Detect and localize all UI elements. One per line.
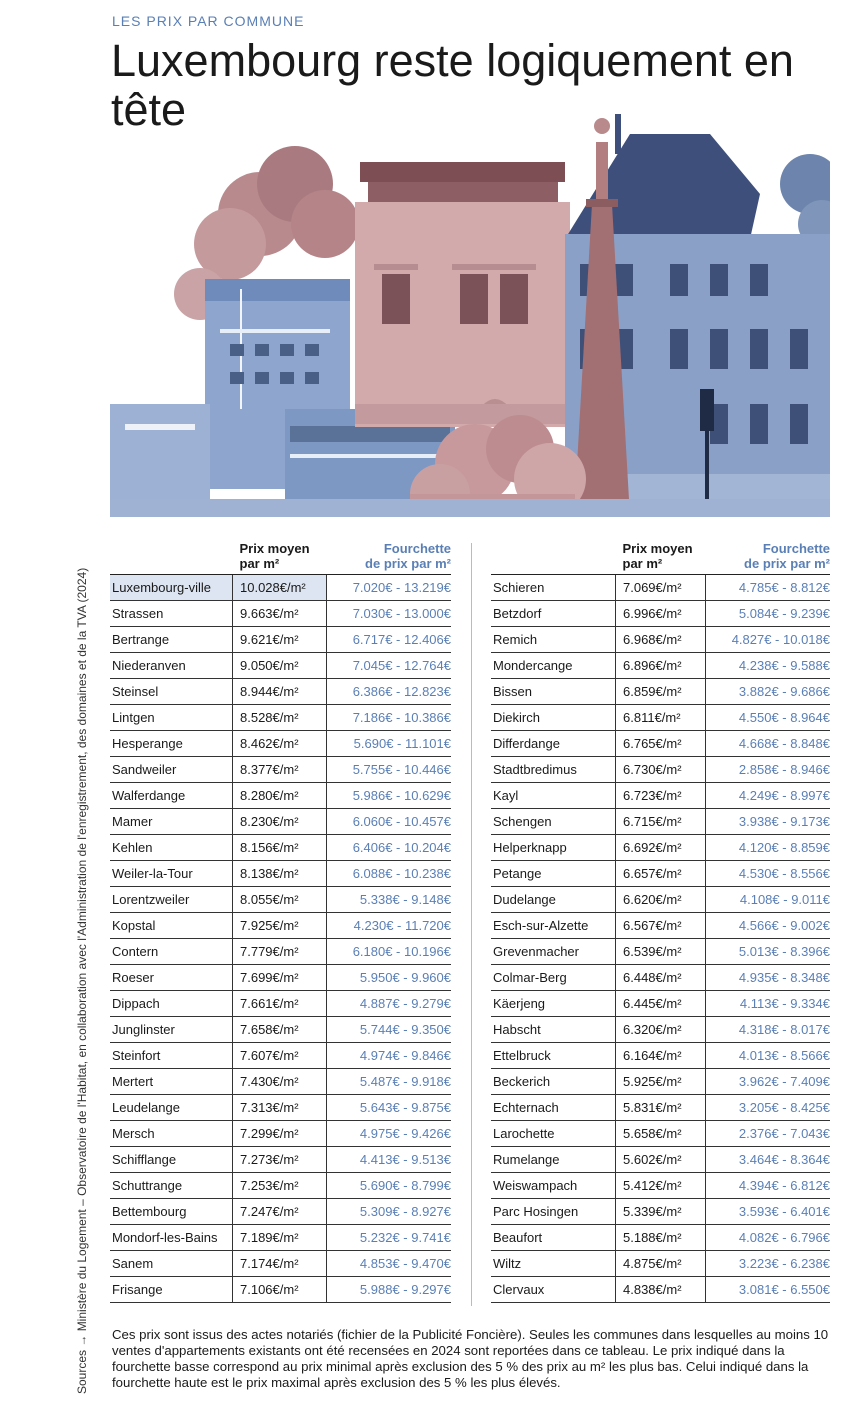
- price-range-cell: 4.113€ - 9.334€: [706, 991, 831, 1017]
- price-range-cell: 6.060€ - 10.457€: [327, 809, 452, 835]
- avg-price-cell: 8.230€/m²: [233, 809, 327, 835]
- avg-price-cell: 4.838€/m²: [616, 1277, 706, 1303]
- price-range-cell: 5.690€ - 11.101€: [327, 731, 452, 757]
- price-range-cell: 5.013€ - 8.396€: [706, 939, 831, 965]
- table-header-row: [110, 541, 451, 575]
- avg-price-cell: 9.621€/m²: [233, 627, 327, 653]
- commune-cell: Wiltz: [491, 1251, 616, 1277]
- table-row: [491, 835, 830, 861]
- price-range-cell: 7.045€ - 12.764€: [327, 653, 452, 679]
- avg-price-cell: 9.663€/m²: [233, 601, 327, 627]
- table-row: [491, 1069, 830, 1095]
- avg-price-cell: 7.607€/m²: [233, 1043, 327, 1069]
- header-price-range: [706, 541, 831, 575]
- commune-cell: Niederanven: [110, 653, 233, 679]
- price-range-cell: 2.858€ - 8.946€: [706, 757, 831, 783]
- commune-cell: Grevenmacher: [491, 939, 616, 965]
- table-row: [491, 1225, 830, 1251]
- header-range-line1: Fourchette: [383, 541, 451, 556]
- table-row: [491, 1251, 830, 1277]
- table-row: [491, 1173, 830, 1199]
- table-row: [110, 835, 451, 861]
- table-row: [110, 887, 451, 913]
- price-range-cell: 7.020€ - 13.219€: [327, 575, 452, 601]
- avg-price-cell: 5.339€/m²: [616, 1199, 706, 1225]
- commune-cell: Remich: [491, 627, 616, 653]
- table-row: [491, 1095, 830, 1121]
- price-range-cell: 4.975€ - 9.426€: [327, 1121, 452, 1147]
- price-range-cell: 4.318€ - 8.017€: [706, 1017, 831, 1043]
- price-range-cell: 4.887€ - 9.279€: [327, 991, 452, 1017]
- price-range-cell: 7.186€ - 10.386€: [327, 705, 452, 731]
- table-row: [110, 731, 451, 757]
- commune-cell: Käerjeng: [491, 991, 616, 1017]
- price-range-cell: 5.643€ - 9.875€: [327, 1095, 452, 1121]
- commune-cell: Clervaux: [491, 1277, 616, 1303]
- table-row: [110, 1147, 451, 1173]
- price-range-cell: 4.413€ - 9.513€: [327, 1147, 452, 1173]
- avg-price-cell: 5.925€/m²: [616, 1069, 706, 1095]
- avg-price-cell: 5.831€/m²: [616, 1095, 706, 1121]
- commune-cell: Frisange: [110, 1277, 233, 1303]
- header-avg-line2: par m²: [239, 556, 280, 571]
- commune-cell: Bissen: [491, 679, 616, 705]
- section-kicker: LES PRIX PAR COMMUNE: [112, 13, 305, 29]
- price-range-cell: 5.988€ - 9.297€: [327, 1277, 452, 1303]
- page-title: Luxembourg reste logiquement en tête: [111, 35, 794, 135]
- avg-price-cell: 7.779€/m²: [233, 939, 327, 965]
- avg-price-cell: 6.692€/m²: [616, 835, 706, 861]
- price-range-cell: 4.082€ - 6.796€: [706, 1225, 831, 1251]
- avg-price-cell: 5.602€/m²: [616, 1147, 706, 1173]
- header-commune: [491, 541, 616, 575]
- avg-price-cell: 7.299€/m²: [233, 1121, 327, 1147]
- commune-cell: Luxembourg-ville: [110, 575, 233, 601]
- table-row: [491, 1017, 830, 1043]
- commune-cell: Schengen: [491, 809, 616, 835]
- commune-cell: Helperknapp: [491, 835, 616, 861]
- price-range-cell: 4.827€ - 10.018€: [706, 627, 831, 653]
- table-header-row: [491, 541, 830, 575]
- table-row: [491, 1277, 830, 1303]
- table-row: [491, 575, 830, 601]
- avg-price-cell: 5.188€/m²: [616, 1225, 706, 1251]
- table-row: [491, 887, 830, 913]
- header-avg-price: [616, 541, 706, 575]
- table-row: [491, 809, 830, 835]
- avg-price-cell: 4.875€/m²: [616, 1251, 706, 1277]
- avg-price-cell: 6.765€/m²: [616, 731, 706, 757]
- avg-price-cell: 6.657€/m²: [616, 861, 706, 887]
- table-row: [491, 679, 830, 705]
- tree-right: [780, 154, 830, 248]
- commune-cell: Hesperange: [110, 731, 233, 757]
- commune-cell: Schieren: [491, 575, 616, 601]
- commune-cell: Mondercange: [491, 653, 616, 679]
- price-range-cell: 4.249€ - 8.997€: [706, 783, 831, 809]
- avg-price-cell: 7.247€/m²: [233, 1199, 327, 1225]
- avg-price-cell: 6.723€/m²: [616, 783, 706, 809]
- table-row: [110, 653, 451, 679]
- avg-price-cell: 10.028€/m²: [233, 575, 327, 601]
- table-row: [110, 861, 451, 887]
- commune-cell: Contern: [110, 939, 233, 965]
- header-range-line2: de prix par m²: [744, 556, 830, 571]
- table-row: [110, 913, 451, 939]
- avg-price-cell: 7.174€/m²: [233, 1251, 327, 1277]
- commune-cell: Weiler-la-Tour: [110, 861, 233, 887]
- price-range-cell: 6.386€ - 12.823€: [327, 679, 452, 705]
- commune-cell: Kopstal: [110, 913, 233, 939]
- price-range-cell: 3.962€ - 7.409€: [706, 1069, 831, 1095]
- avg-price-cell: 6.896€/m²: [616, 653, 706, 679]
- commune-cell: Leudelange: [110, 1095, 233, 1121]
- avg-price-cell: 6.715€/m²: [616, 809, 706, 835]
- price-range-cell: 6.088€ - 10.238€: [327, 861, 452, 887]
- footnote: Ces prix sont issus des actes notariés (fichier de la Publicité Foncière). Seules les communes dans lesquelles au moins 10 ventes d'appartements existants ont été recensées en 2024 sont reportées dans ce tableau. Le prix indiqué dans la fourchette basse correspond au prix minimal après exclusion des 5 % des prix au m² les plus bas. Celui indiqué dans la fourchette haute est le prix maximal après exclusion des 5 % les plus élevés.: [112, 1327, 829, 1390]
- table-row: [491, 1043, 830, 1069]
- commune-cell: Schuttrange: [110, 1173, 233, 1199]
- table-row: [110, 679, 451, 705]
- table-row: [491, 939, 830, 965]
- table-row: [491, 783, 830, 809]
- avg-price-cell: 6.730€/m²: [616, 757, 706, 783]
- price-range-cell: 3.938€ - 9.173€: [706, 809, 831, 835]
- avg-price-cell: 6.539€/m²: [616, 939, 706, 965]
- price-range-cell: 4.530€ - 8.556€: [706, 861, 831, 887]
- commune-cell: Betzdorf: [491, 601, 616, 627]
- table-row: [110, 1095, 451, 1121]
- price-range-cell: 3.464€ - 8.364€: [706, 1147, 831, 1173]
- header-commune: [110, 541, 233, 575]
- header-range-line2: de prix par m²: [365, 556, 451, 571]
- table-row: [491, 991, 830, 1017]
- avg-price-cell: 8.944€/m²: [233, 679, 327, 705]
- commune-cell: Differdange: [491, 731, 616, 757]
- header-avg-line1: Prix moyen: [622, 541, 693, 556]
- price-range-cell: 4.230€ - 11.720€: [327, 913, 452, 939]
- commune-cell: Schifflange: [110, 1147, 233, 1173]
- commune-cell: Stadtbredimus: [491, 757, 616, 783]
- price-range-cell: 4.566€ - 9.002€: [706, 913, 831, 939]
- avg-price-cell: 7.430€/m²: [233, 1069, 327, 1095]
- avg-price-cell: 7.253€/m²: [233, 1173, 327, 1199]
- avg-price-cell: 7.273€/m²: [233, 1147, 327, 1173]
- table-row: [491, 1199, 830, 1225]
- avg-price-cell: 6.448€/m²: [616, 965, 706, 991]
- commune-cell: Sandweiler: [110, 757, 233, 783]
- commune-cell: Esch-sur-Alzette: [491, 913, 616, 939]
- price-range-cell: 5.755€ - 10.446€: [327, 757, 452, 783]
- commune-cell: Roeser: [110, 965, 233, 991]
- price-range-cell: 5.309€ - 8.927€: [327, 1199, 452, 1225]
- table-row: [491, 913, 830, 939]
- avg-price-cell: 6.620€/m²: [616, 887, 706, 913]
- price-range-cell: 4.394€ - 6.812€: [706, 1173, 831, 1199]
- table-row: [110, 1043, 451, 1069]
- price-range-cell: 3.593€ - 6.401€: [706, 1199, 831, 1225]
- avg-price-cell: 6.445€/m²: [616, 991, 706, 1017]
- price-range-cell: 7.030€ - 13.000€: [327, 601, 452, 627]
- avg-price-cell: 6.164€/m²: [616, 1043, 706, 1069]
- avg-price-cell: 8.528€/m²: [233, 705, 327, 731]
- avg-price-cell: 7.189€/m²: [233, 1225, 327, 1251]
- commune-cell: Sanem: [110, 1251, 233, 1277]
- header-avg-line2: par m²: [622, 556, 663, 571]
- avg-price-cell: 7.069€/m²: [616, 575, 706, 601]
- table-row: [491, 861, 830, 887]
- price-range-cell: 5.744€ - 9.350€: [327, 1017, 452, 1043]
- price-range-cell: 5.232€ - 9.741€: [327, 1225, 452, 1251]
- price-range-cell: 4.935€ - 8.348€: [706, 965, 831, 991]
- commune-cell: Diekirch: [491, 705, 616, 731]
- commune-cell: Dudelange: [491, 887, 616, 913]
- price-range-cell: 3.223€ - 6.238€: [706, 1251, 831, 1277]
- sources-note: Sources → Ministère du Logement – Observatoire de l'Habitat, en collaboration avec l'Administration de l'enregistrement, des domaines et de la TVA (2024): [75, 567, 89, 1394]
- price-range-cell: 2.376€ - 7.043€: [706, 1121, 831, 1147]
- commune-cell: Mertert: [110, 1069, 233, 1095]
- price-range-cell: 5.950€ - 9.960€: [327, 965, 452, 991]
- avg-price-cell: 8.138€/m²: [233, 861, 327, 887]
- avg-price-cell: 6.968€/m²: [616, 627, 706, 653]
- avg-price-cell: 6.859€/m²: [616, 679, 706, 705]
- table-row: [110, 705, 451, 731]
- commune-cell: Mersch: [110, 1121, 233, 1147]
- price-range-cell: 3.882€ - 9.686€: [706, 679, 831, 705]
- table-row: [491, 731, 830, 757]
- table-row: [110, 939, 451, 965]
- commune-cell: Lorentzweiler: [110, 887, 233, 913]
- price-range-cell: 5.986€ - 10.629€: [327, 783, 452, 809]
- table-row: [491, 965, 830, 991]
- commune-cell: Weiswampach: [491, 1173, 616, 1199]
- avg-price-cell: 9.050€/m²: [233, 653, 327, 679]
- table-row: [110, 575, 451, 601]
- commune-cell: Habscht: [491, 1017, 616, 1043]
- price-range-cell: 4.974€ - 9.846€: [327, 1043, 452, 1069]
- commune-cell: Beaufort: [491, 1225, 616, 1251]
- table-row: [110, 1017, 451, 1043]
- avg-price-cell: 8.462€/m²: [233, 731, 327, 757]
- commune-cell: Walferdange: [110, 783, 233, 809]
- commune-cell: Lintgen: [110, 705, 233, 731]
- price-range-cell: 4.120€ - 8.859€: [706, 835, 831, 861]
- avg-price-cell: 7.699€/m²: [233, 965, 327, 991]
- avg-price-cell: 5.658€/m²: [616, 1121, 706, 1147]
- avg-price-cell: 8.156€/m²: [233, 835, 327, 861]
- avg-price-cell: 5.412€/m²: [616, 1173, 706, 1199]
- header-price-range: [327, 541, 452, 575]
- commune-cell: Echternach: [491, 1095, 616, 1121]
- price-range-cell: 5.487€ - 9.918€: [327, 1069, 452, 1095]
- commune-cell: Steinfort: [110, 1043, 233, 1069]
- price-range-cell: 4.853€ - 9.470€: [327, 1251, 452, 1277]
- column-divider: [471, 543, 472, 1306]
- price-range-cell: 5.690€ - 8.799€: [327, 1173, 452, 1199]
- avg-price-cell: 8.280€/m²: [233, 783, 327, 809]
- table-row: [491, 1121, 830, 1147]
- commune-cell: Mamer: [110, 809, 233, 835]
- table-row: [491, 1147, 830, 1173]
- table-row: [110, 601, 451, 627]
- commune-cell: Steinsel: [110, 679, 233, 705]
- avg-price-cell: 7.313€/m²: [233, 1095, 327, 1121]
- price-range-cell: 5.084€ - 9.239€: [706, 601, 831, 627]
- commune-cell: Bertrange: [110, 627, 233, 653]
- commune-cell: Kayl: [491, 783, 616, 809]
- price-range-cell: 5.338€ - 9.148€: [327, 887, 452, 913]
- avg-price-cell: 7.661€/m²: [233, 991, 327, 1017]
- commune-cell: Mondorf-les-Bains: [110, 1225, 233, 1251]
- avg-price-cell: 6.320€/m²: [616, 1017, 706, 1043]
- table-row: [491, 705, 830, 731]
- commune-cell: Ettelbruck: [491, 1043, 616, 1069]
- price-range-cell: 4.668€ - 8.848€: [706, 731, 831, 757]
- commune-cell: Larochette: [491, 1121, 616, 1147]
- avg-price-cell: 6.811€/m²: [616, 705, 706, 731]
- table-row: [110, 783, 451, 809]
- price-range-cell: 3.081€ - 6.550€: [706, 1277, 831, 1303]
- commune-cell: Petange: [491, 861, 616, 887]
- table-row: [110, 1199, 451, 1225]
- commune-cell: Junglinster: [110, 1017, 233, 1043]
- commune-cell: Colmar-Berg: [491, 965, 616, 991]
- table-row: [491, 757, 830, 783]
- price-range-cell: 6.717€ - 12.406€: [327, 627, 452, 653]
- avg-price-cell: 7.106€/m²: [233, 1277, 327, 1303]
- price-range-cell: 4.785€ - 8.812€: [706, 575, 831, 601]
- commune-cell: Strassen: [110, 601, 233, 627]
- avg-price-cell: 8.377€/m²: [233, 757, 327, 783]
- price-range-cell: 6.406€ - 10.204€: [327, 835, 452, 861]
- commune-cell: Rumelange: [491, 1147, 616, 1173]
- commune-cell: Bettembourg: [110, 1199, 233, 1225]
- commune-cell: Parc Hosingen: [491, 1199, 616, 1225]
- header-photo: [110, 104, 830, 517]
- table-row: [110, 1251, 451, 1277]
- table-row: [110, 1121, 451, 1147]
- price-range-cell: 4.013€ - 8.566€: [706, 1043, 831, 1069]
- price-range-cell: 4.550€ - 8.964€: [706, 705, 831, 731]
- table-row: [110, 965, 451, 991]
- table-row: [110, 1069, 451, 1095]
- price-table-right: [491, 541, 830, 1303]
- avg-price-cell: 7.658€/m²: [233, 1017, 327, 1043]
- price-range-cell: 3.205€ - 8.425€: [706, 1095, 831, 1121]
- price-table-left: [110, 541, 451, 1303]
- table-row: [491, 627, 830, 653]
- avg-price-cell: 8.055€/m²: [233, 887, 327, 913]
- pink-house: [355, 162, 570, 427]
- table-row: [110, 809, 451, 835]
- avg-price-cell: 7.925€/m²: [233, 913, 327, 939]
- table-row: [110, 991, 451, 1017]
- price-range-cell: 4.108€ - 9.011€: [706, 887, 831, 913]
- table-row: [491, 601, 830, 627]
- header-range-line1: Fourchette: [762, 541, 830, 556]
- price-range-cell: 4.238€ - 9.588€: [706, 653, 831, 679]
- table-row: [491, 653, 830, 679]
- header-avg-price: [233, 541, 327, 575]
- header-avg-line1: Prix moyen: [239, 541, 310, 556]
- table-row: [110, 1225, 451, 1251]
- commune-cell: Dippach: [110, 991, 233, 1017]
- price-range-cell: 6.180€ - 10.196€: [327, 939, 452, 965]
- table-row: [110, 757, 451, 783]
- commune-cell: Kehlen: [110, 835, 233, 861]
- table-row: [110, 1277, 451, 1303]
- commune-cell: Beckerich: [491, 1069, 616, 1095]
- avg-price-cell: 6.567€/m²: [616, 913, 706, 939]
- table-row: [110, 627, 451, 653]
- avg-price-cell: 6.996€/m²: [616, 601, 706, 627]
- table-row: [110, 1173, 451, 1199]
